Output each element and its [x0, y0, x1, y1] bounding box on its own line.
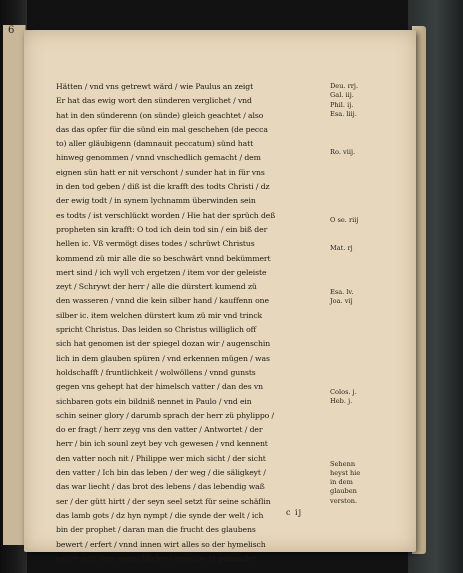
text-line: silber ic. item welchen dürstert kum zü mir vnd trinck — [56, 310, 263, 320]
previous-page-marker: 6 — [8, 25, 15, 36]
text-line: ser / der gütt hirtt / der seyn seel setzt für seine schäflin — [56, 496, 271, 506]
book-page — [24, 30, 416, 563]
text-line: hat in den sünderenn (on sünde) gleich geachtet / also — [56, 110, 264, 120]
text-line: das lamb gots / dz hyn nympt / die synde der welt / ich — [56, 510, 264, 520]
text-line: propheten sin krafft: O tod ich dein tod sin / ein biß der — [56, 224, 268, 234]
text-line: hinweg genommen / vnnd vnschedlich gemacht / dem — [56, 153, 261, 163]
text-line: gegen vns gehept hat der himelsch vatter / dan des vn — [56, 382, 264, 392]
text-line: vatter mitt dem menschlichem geschlecht gehandlet — [56, 553, 257, 563]
margin-note: Gal. iij. — [330, 91, 354, 100]
text-line: eignen sün hatt er nit verschont / sunder hat in für vns — [56, 167, 265, 177]
text-line: sich hat genomen ist der spiegel dozan wir / augenschin — [56, 339, 271, 349]
text-line: hellen ic. Vß vermögt dises todes / schrüwt Christus — [56, 239, 255, 249]
text-line: schin seiner glory / darumb sprach der herr zü phylippo / — [56, 410, 275, 420]
text-line: zeyt / Schrywt der herr / alle die dürstert kumend zü — [56, 282, 257, 292]
margin-note: O se. riij — [330, 216, 359, 225]
text-line: der ewig todt / in synem lychnamm überwinden sein — [56, 196, 256, 206]
text-line: den vatter / Ich bin das leben / der weg / die säligkeyt / — [56, 468, 266, 478]
signature-mark: c ij — [286, 508, 303, 517]
text-line: Hätten / vnd vns getrewt wärd / wie Paulus an zeigt — [56, 82, 254, 91]
text-line: Er hat das ewig wort den sünderen verglichet / vnd — [56, 96, 252, 106]
body-text — [56, 80, 334, 566]
text-line: to) aller gläubigenn (damnauit peccatum) sünd hatt — [56, 139, 254, 149]
text-line: herr / bin ich sounl zeyt bey vch gewesen / vnd kennent — [56, 439, 268, 449]
text-line: lich in dem glauben spüren / vnd erkennen mügen / was — [56, 353, 270, 363]
margin-note: Mat. rj — [330, 244, 353, 253]
text-line: sichbaren gots ein bildniß nennet in Paulo / vnd ein — [56, 396, 252, 406]
text-line: in den tod geben / diß ist die krafft des todts Christi / dz — [56, 182, 270, 192]
text-line: den vatter noch nit / Philippe wer mich sicht / der sicht — [56, 453, 266, 463]
margin-note: Colos. j. — [330, 388, 357, 397]
margin-note: Joa. vij — [330, 297, 353, 306]
margin-note: Ro. viij. — [330, 147, 356, 156]
previous-page-edge — [3, 25, 26, 545]
text-line: den wasseren / vnnd die kein silber hand / kauffenn one — [56, 296, 269, 306]
text-line: mert sind / ich wyll vch ergetzen / item vor der geleiste — [56, 267, 267, 277]
text-line: spricht Christus. Das leiden so Christus williglich off — [56, 325, 257, 335]
margin-note: Sehenn — [330, 459, 356, 468]
margin-note: Heb. j. — [330, 397, 353, 406]
text-line: kommend zü mir alle die so beschwärt vnnd bekümmert — [56, 253, 271, 263]
margin-note: in dem — [330, 478, 353, 487]
margin-note: glauben — [330, 487, 357, 496]
margin-note: heyst hie — [330, 468, 361, 477]
text-line: das war liecht / das brot des lebens / das lebendig waß — [56, 482, 265, 492]
text-line: holdschafft / fruntlichkeit / wolwöllens / vnnd gunsts — [56, 367, 256, 377]
margin-note: Esa. liij. — [330, 109, 357, 118]
text-line: bewert / erfert / vnnd innen wirt alles so der hymelisch — [56, 539, 266, 549]
margin-note: verston. — [330, 496, 358, 505]
text-line: do er fragt / herr zeyg vns den vatter / Antwortet / der — [56, 425, 263, 435]
margin-note: Esa. lv. — [330, 287, 354, 296]
text-line: es todts / ist verschlückt worden / Hie hat der sprüch deß — [56, 210, 276, 220]
margin-note: Deu. rrj. — [330, 82, 359, 90]
text-line: das das opfer für die sünd ein mal geschehen (de pecca — [56, 124, 268, 134]
margin-note: Phil. ij. — [330, 100, 354, 109]
text-line: bin der prophet / daran man die frucht des glaubens — [56, 525, 256, 535]
